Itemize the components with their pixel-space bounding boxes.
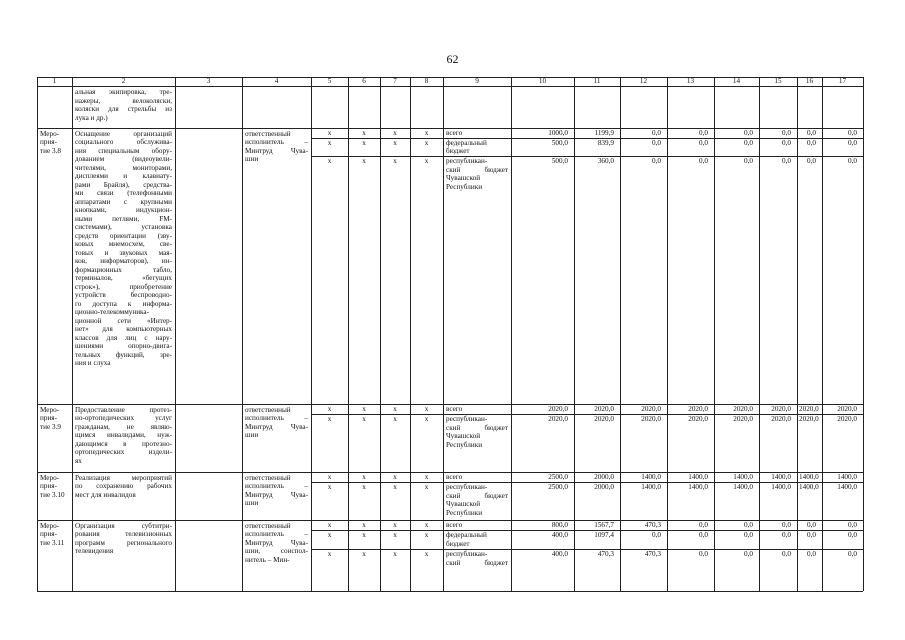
mark-cell: x <box>393 521 397 529</box>
amount-cell: 2020,0 <box>641 415 661 423</box>
amount-cell: 0,0 <box>782 138 791 147</box>
amount-cell: 500,0 <box>551 138 568 147</box>
amount-cell: 0,0 <box>744 521 753 529</box>
activity-code: прия- <box>40 530 57 538</box>
amount-cell: 2000,0 <box>594 473 614 481</box>
amount-cell: 470,3 <box>597 550 614 558</box>
mark-cell: x <box>362 521 366 529</box>
column-header: 13 <box>686 77 695 85</box>
mark-cell: x <box>424 531 429 539</box>
description-line: товых и звуковых мая- <box>75 248 172 257</box>
amount-cell: 0,0 <box>848 157 857 165</box>
amount-cell: 470,3 <box>644 521 661 529</box>
amount-cell: 1400,0 <box>771 483 791 491</box>
amount-cell: 1400,0 <box>771 473 791 481</box>
executor-line: ответственный <box>245 129 291 138</box>
funding-source-line: Республики <box>446 440 483 449</box>
mark-cell: x <box>362 405 366 413</box>
executor-line: исполнитель – <box>245 414 308 422</box>
funding-source-line: Республики <box>446 182 483 191</box>
description-line: коляски для стрельбы из <box>75 105 172 113</box>
mark-cell: x <box>327 473 332 481</box>
mark-cell: x <box>393 405 397 413</box>
description-line: системами), установка <box>75 223 172 231</box>
description-line: ными петлями, FM- <box>75 214 172 223</box>
amount-cell: 2020,0 <box>641 405 661 413</box>
amount-cell: 2020,0 <box>799 415 819 423</box>
description-line: альная экипировка, тре- <box>75 88 172 96</box>
amount-cell: 839,9 <box>597 138 614 147</box>
mark-cell: x <box>424 483 429 491</box>
activity-code: тие 3.11 <box>40 538 65 547</box>
executor-line: Минтруд Чува- <box>245 538 308 547</box>
column-divider <box>175 77 176 591</box>
amount-cell: 1400,0 <box>641 483 661 491</box>
activity-code: тие 3.8 <box>40 146 61 155</box>
amount-cell: 2020,0 <box>594 415 614 423</box>
mark-cell: x <box>362 531 366 539</box>
amount-cell: 1400,0 <box>733 483 753 491</box>
amount-cell: 1199,9 <box>594 129 614 137</box>
description-line: щимся инвалидами, нуж- <box>75 431 172 439</box>
activity-code: тие 3.10 <box>40 490 65 499</box>
amount-cell: 2020,0 <box>548 405 568 413</box>
description-line: ковых мнемосхем, све- <box>75 240 172 248</box>
amount-cell: 0,0 <box>744 531 753 539</box>
description-line: мест для инвалидов <box>75 490 136 499</box>
amount-cell: 1400,0 <box>733 473 753 481</box>
mark-cell: x <box>393 415 397 423</box>
amount-cell: 1400,0 <box>688 473 708 481</box>
description-line: ния и слуха <box>75 359 111 367</box>
column-header: 1 <box>52 77 57 85</box>
description-line: дисплеями и клавиату- <box>75 172 172 180</box>
executor-line: шии <box>245 499 259 507</box>
amount-cell: 0,0 <box>782 129 791 137</box>
executor-line: шии, соиспол- <box>245 547 308 555</box>
amount-cell: 2020,0 <box>733 405 753 413</box>
column-divider <box>620 77 621 591</box>
amount-cell: 2020,0 <box>688 415 708 423</box>
column-header: 16 <box>805 77 814 85</box>
activity-code: прия- <box>40 414 57 422</box>
funding-source-line: Республики <box>446 508 483 517</box>
amount-cell: 0,0 <box>807 129 816 137</box>
executor-line: ответственный <box>245 405 291 414</box>
mark-cell: x <box>424 473 429 481</box>
description-line: ортопедических издели- <box>75 448 172 456</box>
mark-cell: x <box>327 521 332 529</box>
funding-source-line: всего <box>446 473 463 481</box>
amount-cell: 0,0 <box>807 531 816 539</box>
amount-cell: 0,0 <box>699 521 708 529</box>
row-divider <box>37 591 863 592</box>
mark-cell: x <box>393 483 397 491</box>
description-line: Организация субтитри- <box>75 521 172 530</box>
amount-cell: 0,0 <box>848 521 857 529</box>
amount-cell: 0,0 <box>807 157 816 165</box>
amount-cell: 1567,7 <box>594 521 614 529</box>
activity-code: Меро- <box>40 521 60 530</box>
mark-cell: x <box>393 129 397 137</box>
amount-cell: 0,0 <box>699 138 708 147</box>
column-divider <box>242 77 243 591</box>
mark-cell: x <box>393 473 397 481</box>
description-line: ния специальным обору- <box>75 146 172 155</box>
amount-cell: 0,0 <box>699 157 708 165</box>
amount-cell: 2020,0 <box>799 405 819 413</box>
mark-cell: x <box>327 405 332 413</box>
column-header: 12 <box>639 77 648 85</box>
executor-line: исполнитель – <box>245 530 308 538</box>
column-header: 5 <box>327 77 332 85</box>
column-divider <box>511 77 512 591</box>
activity-code: Меро- <box>40 473 60 482</box>
column-header: 6 <box>362 77 366 85</box>
description-line: формационных табло, <box>75 265 172 274</box>
amount-cell: 0,0 <box>848 129 857 137</box>
column-header: 8 <box>424 77 429 85</box>
description-line: ков, информаторов), ин- <box>75 257 172 265</box>
funding-source-line: Чувашской <box>446 432 481 440</box>
description-line: средств ориентации (зву- <box>75 231 172 240</box>
mark-cell: x <box>327 138 332 147</box>
amount-cell: 0,0 <box>848 531 857 539</box>
amount-cell: 800,0 <box>551 521 568 529</box>
executor-line: Минтруд Чува- <box>245 146 308 155</box>
column-divider <box>574 77 575 591</box>
description-line: дающимся в протезно- <box>75 439 172 448</box>
budget-table <box>37 77 863 591</box>
mark-cell: x <box>393 157 397 165</box>
amount-cell: 2020,0 <box>688 405 708 413</box>
mark-cell: x <box>424 415 429 423</box>
executor-line: Минтруд Чува- <box>245 422 308 431</box>
amount-cell: 0,0 <box>782 550 791 558</box>
amount-cell: 1400,0 <box>837 483 857 491</box>
mark-cell: x <box>327 415 332 423</box>
amount-cell: 2020,0 <box>837 415 857 423</box>
amount-cell: 360,0 <box>597 157 614 165</box>
executor-line: исполнитель – <box>245 482 308 490</box>
amount-cell: 1400,0 <box>837 473 857 481</box>
funding-source-line: бюджет <box>446 539 470 548</box>
activity-code: прия- <box>40 138 57 146</box>
activity-code: Меро- <box>40 405 60 414</box>
amount-cell: 1097,4 <box>594 531 614 539</box>
amount-cell: 0,0 <box>744 129 753 137</box>
column-divider <box>797 77 798 591</box>
funding-source-line: Чувашской <box>446 174 481 182</box>
column-divider <box>311 77 312 591</box>
amount-cell: 1400,0 <box>641 473 661 481</box>
mark-cell: x <box>424 521 429 529</box>
executor-line: исполнитель – <box>245 138 308 146</box>
amount-cell: 0,0 <box>744 138 753 147</box>
mark-cell: x <box>362 157 366 165</box>
amount-cell: 2020,0 <box>548 415 568 423</box>
activity-code: Меро- <box>40 129 60 138</box>
description-line: дованием (видеоувели- <box>75 155 172 163</box>
amount-cell: 2500,0 <box>548 483 568 491</box>
description-line: Оснащение организаций <box>75 129 172 138</box>
column-header: 4 <box>274 77 279 85</box>
amount-cell: 0,0 <box>699 550 708 558</box>
activity-code: тие 3.9 <box>40 422 61 431</box>
row-divider <box>37 86 863 87</box>
mark-cell: x <box>424 550 429 558</box>
description-line: ционно-телекоммуника- <box>75 308 150 316</box>
column-header: 9 <box>475 77 479 85</box>
column-divider <box>348 77 349 591</box>
amount-cell: 1400,0 <box>799 483 819 491</box>
mark-cell: x <box>393 550 397 558</box>
column-divider <box>863 77 864 591</box>
amount-cell: 0,0 <box>782 531 791 539</box>
column-header: 2 <box>121 77 126 85</box>
description-line: программ регионального <box>75 538 172 547</box>
funding-source-line: ский бюджет <box>446 491 508 500</box>
mark-cell: x <box>393 138 397 147</box>
description-line: Предоставление протез- <box>75 405 172 414</box>
column-header: 10 <box>538 77 547 85</box>
amount-cell: 2000,0 <box>594 483 614 491</box>
description-line: строк»), приобретение <box>75 282 172 291</box>
amount-cell: 1400,0 <box>799 473 819 481</box>
description-line: по сохранению рабочих <box>75 482 172 490</box>
amount-cell: 0,0 <box>744 550 753 558</box>
description-line: рования телевизионных <box>75 530 172 538</box>
description-line: тельных функций, зре- <box>75 350 172 359</box>
amount-cell: 500,0 <box>551 157 568 165</box>
description-line: устройств беспроводно- <box>75 291 172 299</box>
funding-source-line: республикан- <box>446 550 488 558</box>
column-header: 11 <box>593 77 601 85</box>
mark-cell: x <box>424 138 429 147</box>
column-divider <box>380 77 381 591</box>
description-line: терминалов, «бегущих <box>75 274 172 282</box>
amount-cell: 0,0 <box>744 157 753 165</box>
funding-source-line: федеральный <box>446 138 487 147</box>
amount-cell: 2020,0 <box>771 415 791 423</box>
funding-source-line: республикан- <box>446 415 488 423</box>
funding-source-line: всего <box>446 521 463 529</box>
amount-cell: 0,0 <box>782 157 791 165</box>
amount-cell: 0,0 <box>807 138 816 147</box>
amount-cell: 0,0 <box>782 521 791 529</box>
column-divider <box>667 77 668 591</box>
description-line: аппаратами с крупными <box>75 197 172 206</box>
mark-cell: x <box>362 129 366 137</box>
column-divider <box>410 77 411 591</box>
amount-cell: 0,0 <box>807 521 816 529</box>
funding-source-line: ский бюджет <box>446 165 508 174</box>
mark-cell: x <box>393 531 397 539</box>
funding-source-line: всего <box>446 405 463 413</box>
description-line: Реализация мероприятий <box>75 473 172 482</box>
description-line: го доступа к информа- <box>75 299 172 308</box>
description-line: телевидения <box>75 547 114 555</box>
description-line: ях <box>75 456 82 465</box>
amount-cell: 2020,0 <box>771 405 791 413</box>
description-line: лука и др.) <box>75 113 108 122</box>
mark-cell: x <box>362 415 366 423</box>
mark-cell: x <box>362 483 366 491</box>
description-line: ми связи (телефонными <box>75 189 172 197</box>
description-line: классов для лиц с нару- <box>75 333 172 342</box>
column-header: 14 <box>732 77 741 85</box>
mark-cell: x <box>362 550 366 558</box>
funding-source-line: республикан- <box>446 157 488 165</box>
page-number: 62 <box>446 52 459 66</box>
mark-cell: x <box>362 138 366 147</box>
column-divider <box>72 77 73 591</box>
column-divider <box>822 77 823 591</box>
amount-cell: 0,0 <box>848 138 857 147</box>
description-line: социального обслужива- <box>75 138 172 146</box>
amount-cell: 400,0 <box>551 531 568 539</box>
amount-cell: 0,0 <box>652 129 661 137</box>
funding-source-line: ский бюджет <box>446 558 508 567</box>
amount-cell: 0,0 <box>699 129 708 137</box>
funding-source-line: Чувашской <box>446 500 481 508</box>
amount-cell: 0,0 <box>699 531 708 539</box>
description-line: нажеры, велоколяски, <box>75 96 172 105</box>
description-line: кнопками, индукцион- <box>75 206 172 214</box>
executor-line: нитель – Мин- <box>245 555 290 564</box>
mark-cell: x <box>327 550 332 558</box>
amount-cell: 1400,0 <box>688 483 708 491</box>
column-divider <box>443 77 444 591</box>
amount-cell: 2020,0 <box>594 405 614 413</box>
amount-cell: 0,0 <box>848 550 857 558</box>
column-header: 15 <box>774 77 782 85</box>
funding-source-line: бюджет <box>446 147 470 155</box>
description-line: ционной сети «Интер- <box>75 316 172 325</box>
activity-code: прия- <box>40 482 57 490</box>
funding-source-line: республикан- <box>446 483 488 491</box>
funding-source-line: федеральный <box>446 531 487 539</box>
mark-cell: x <box>327 531 332 539</box>
funding-source-line: всего <box>446 129 463 137</box>
executor-line: шии <box>245 431 259 439</box>
description-line: гражданам, не являю- <box>75 422 172 431</box>
amount-cell: 2020,0 <box>837 405 857 413</box>
amount-cell: 400,0 <box>551 550 568 558</box>
mark-cell: x <box>327 157 332 165</box>
funding-source-line: ский бюджет <box>446 423 508 432</box>
amount-cell: 470,3 <box>644 550 661 558</box>
description-line: чителями, мониторами, <box>75 163 172 172</box>
amount-cell: 0,0 <box>652 138 661 147</box>
description-line: но-ортопедических услуг <box>75 414 172 422</box>
column-header: 3 <box>206 77 211 85</box>
amount-cell: 1000,0 <box>548 129 568 137</box>
executor-line: ответственный <box>245 473 291 482</box>
amount-cell: 0,0 <box>807 550 816 558</box>
column-divider <box>37 77 38 591</box>
column-divider <box>759 77 760 591</box>
mark-cell: x <box>327 129 332 137</box>
executor-line: шии <box>245 155 259 163</box>
mark-cell: x <box>362 473 366 481</box>
column-header: 17 <box>838 77 847 85</box>
description-line: нет» для компьютерных <box>75 325 172 333</box>
amount-cell: 2020,0 <box>733 415 753 423</box>
amount-cell: 0,0 <box>652 531 661 539</box>
executor-line: Минтруд Чува- <box>245 490 308 499</box>
description-line: рами Брайля), средства- <box>75 180 172 189</box>
mark-cell: x <box>424 129 429 137</box>
amount-cell: 0,0 <box>652 157 661 165</box>
mark-cell: x <box>424 157 429 165</box>
column-header: 7 <box>393 77 397 85</box>
executor-line: ответственный <box>245 521 291 530</box>
amount-cell: 2500,0 <box>548 473 568 481</box>
description-line: шениями опорно-двига- <box>75 342 172 350</box>
column-divider <box>714 77 715 591</box>
mark-cell: x <box>327 483 332 491</box>
mark-cell: x <box>424 405 429 413</box>
